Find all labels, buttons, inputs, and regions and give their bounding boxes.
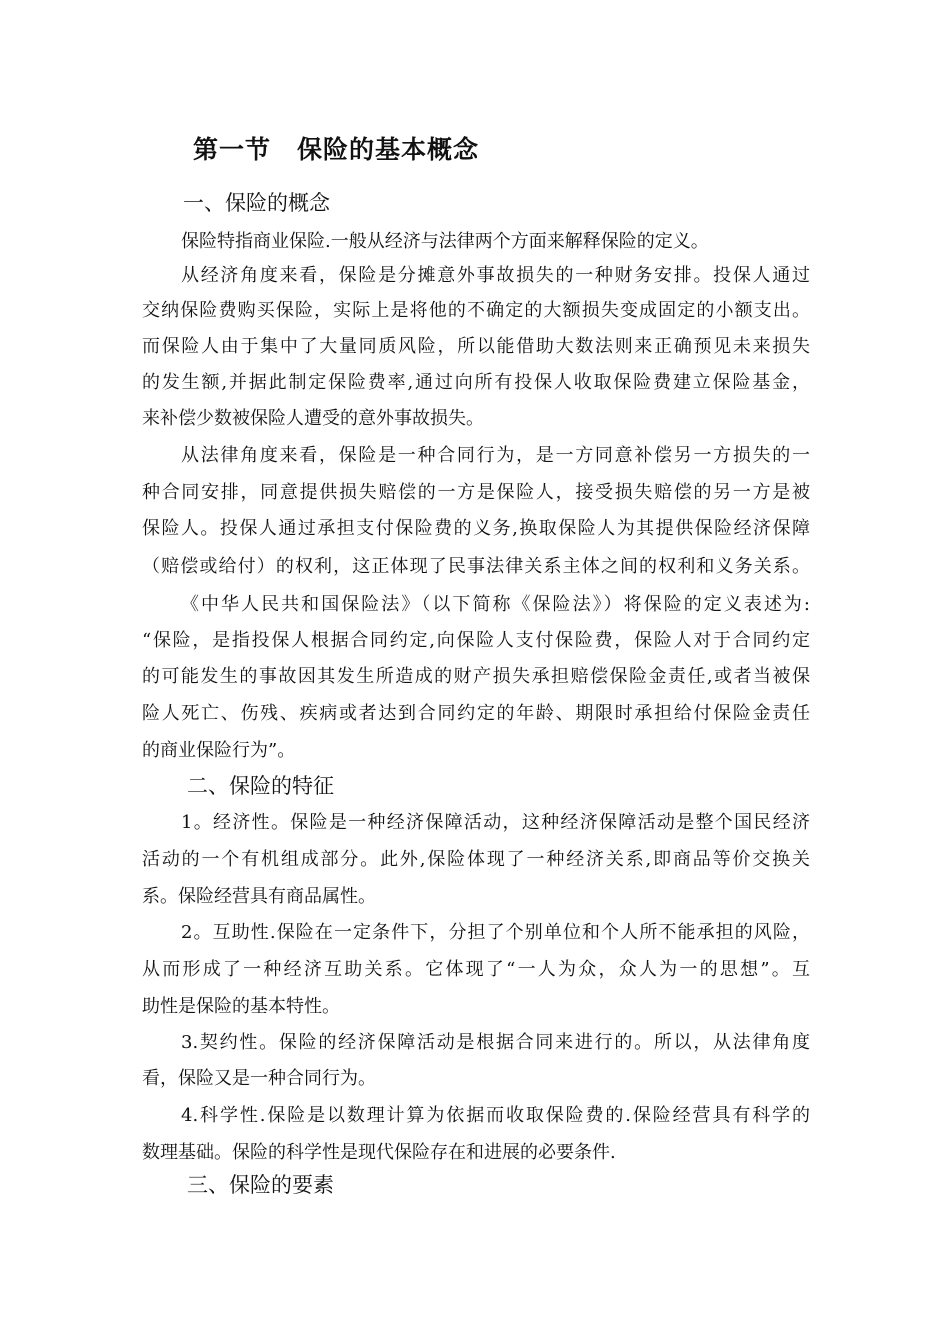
paragraph-line: 从而形成了一种经济互助关系。它体现了“一人为众，众人为一的思想”。互 [142, 959, 810, 980]
paragraph-line: 来补偿少数被保险人遭受的意外事故损失。 [142, 408, 484, 429]
paragraph-line: 从经济角度来看，保险是分摊意外事故损失的一种财务安排。投保人通过 [181, 265, 810, 286]
heading-concept: 一、保险的概念 [183, 191, 330, 215]
paragraph-line: 而保险人由于集中了大量同质风险，所以能借助大数法则来正确预见未来损失 [142, 336, 810, 357]
section-title [193, 130, 479, 166]
paragraph-line: 2。互助性.保险在一定条件下，分担了个别单位和个人所不能承担的风险， [181, 922, 810, 943]
paragraph-line: 的发生额,并据此制定保险费率,通过向所有投保人收取保险费建立保险基金， [142, 372, 810, 393]
paragraph-line: 系。保险经营具有商品属性。 [142, 886, 376, 907]
paragraph-line: “保险，是指投保人根据合同约定,向保险人支付保险费，保险人对于合同约定 [142, 630, 810, 651]
paragraph-line: 的商业保险行为”。 [142, 740, 296, 761]
section-name: 保险的基本概念 [297, 135, 480, 164]
paragraph-line: 险人死亡、伤残、疾病或者达到合同约定的年龄、期限时承担给付保险金责任 [142, 703, 810, 724]
paragraph-line: 从法律角度来看，保险是一种合同行为，是一方同意补偿另一方损失的一 [181, 445, 810, 466]
paragraph-line: 保险特指商业保险.一般从经济与法律两个方面来解释保险的定义。 [181, 231, 709, 252]
paragraph-line: 数理基础。保险的科学性是现代保险存在和进展的必要条件. [142, 1142, 616, 1163]
paragraph-line: 1。经济性。保险是一种经济保障活动，这种经济保障活动是整个国民经济 [181, 812, 810, 833]
paragraph-line: 保险人。投保人通过承担支付保险费的义务,换取保险人为其提供保险经济保障 [142, 518, 810, 539]
paragraph-line: 3.契约性。保险的经济保障活动是根据合同来进行的。所以，从法律角度 [181, 1032, 810, 1053]
paragraph-line: 活动的一个有机组成部分。此外,保险体现了一种经济关系,即商品等价交换关 [142, 849, 810, 870]
paragraph-line: 《中华人民共和国保险法》（以下简称《保险法》）将保险的定义表述为: [181, 594, 810, 615]
paragraph-line: 交纳保险费购买保险，实际上是将他的不确定的大额损失变成固定的小额支出。 [142, 300, 810, 321]
section-number: 第一节 [193, 135, 272, 164]
paragraph-line: 看，保险又是一种合同行为。 [142, 1068, 376, 1089]
paragraph-line: 助性是保险的基本特性。 [142, 996, 340, 1017]
heading-elements: 三、保险的要素 [187, 1173, 334, 1197]
heading-features: 二、保险的特征 [187, 774, 334, 798]
paragraph-line: 4.科学性.保险是以数理计算为依据而收取保险费的.保险经营具有科学的 [181, 1105, 810, 1126]
paragraph-line: 的可能发生的事故因其发生所造成的财产损失承担赔偿保险金责任,或者当被保 [142, 666, 810, 687]
paragraph-line: 种合同安排，同意提供损失赔偿的一方是保险人，接受损失赔偿的另一方是被 [142, 482, 810, 503]
paragraph-line: （赔偿或给付）的权利，这正体现了民事法律关系主体之间的权利和义务关系。 [142, 556, 810, 577]
